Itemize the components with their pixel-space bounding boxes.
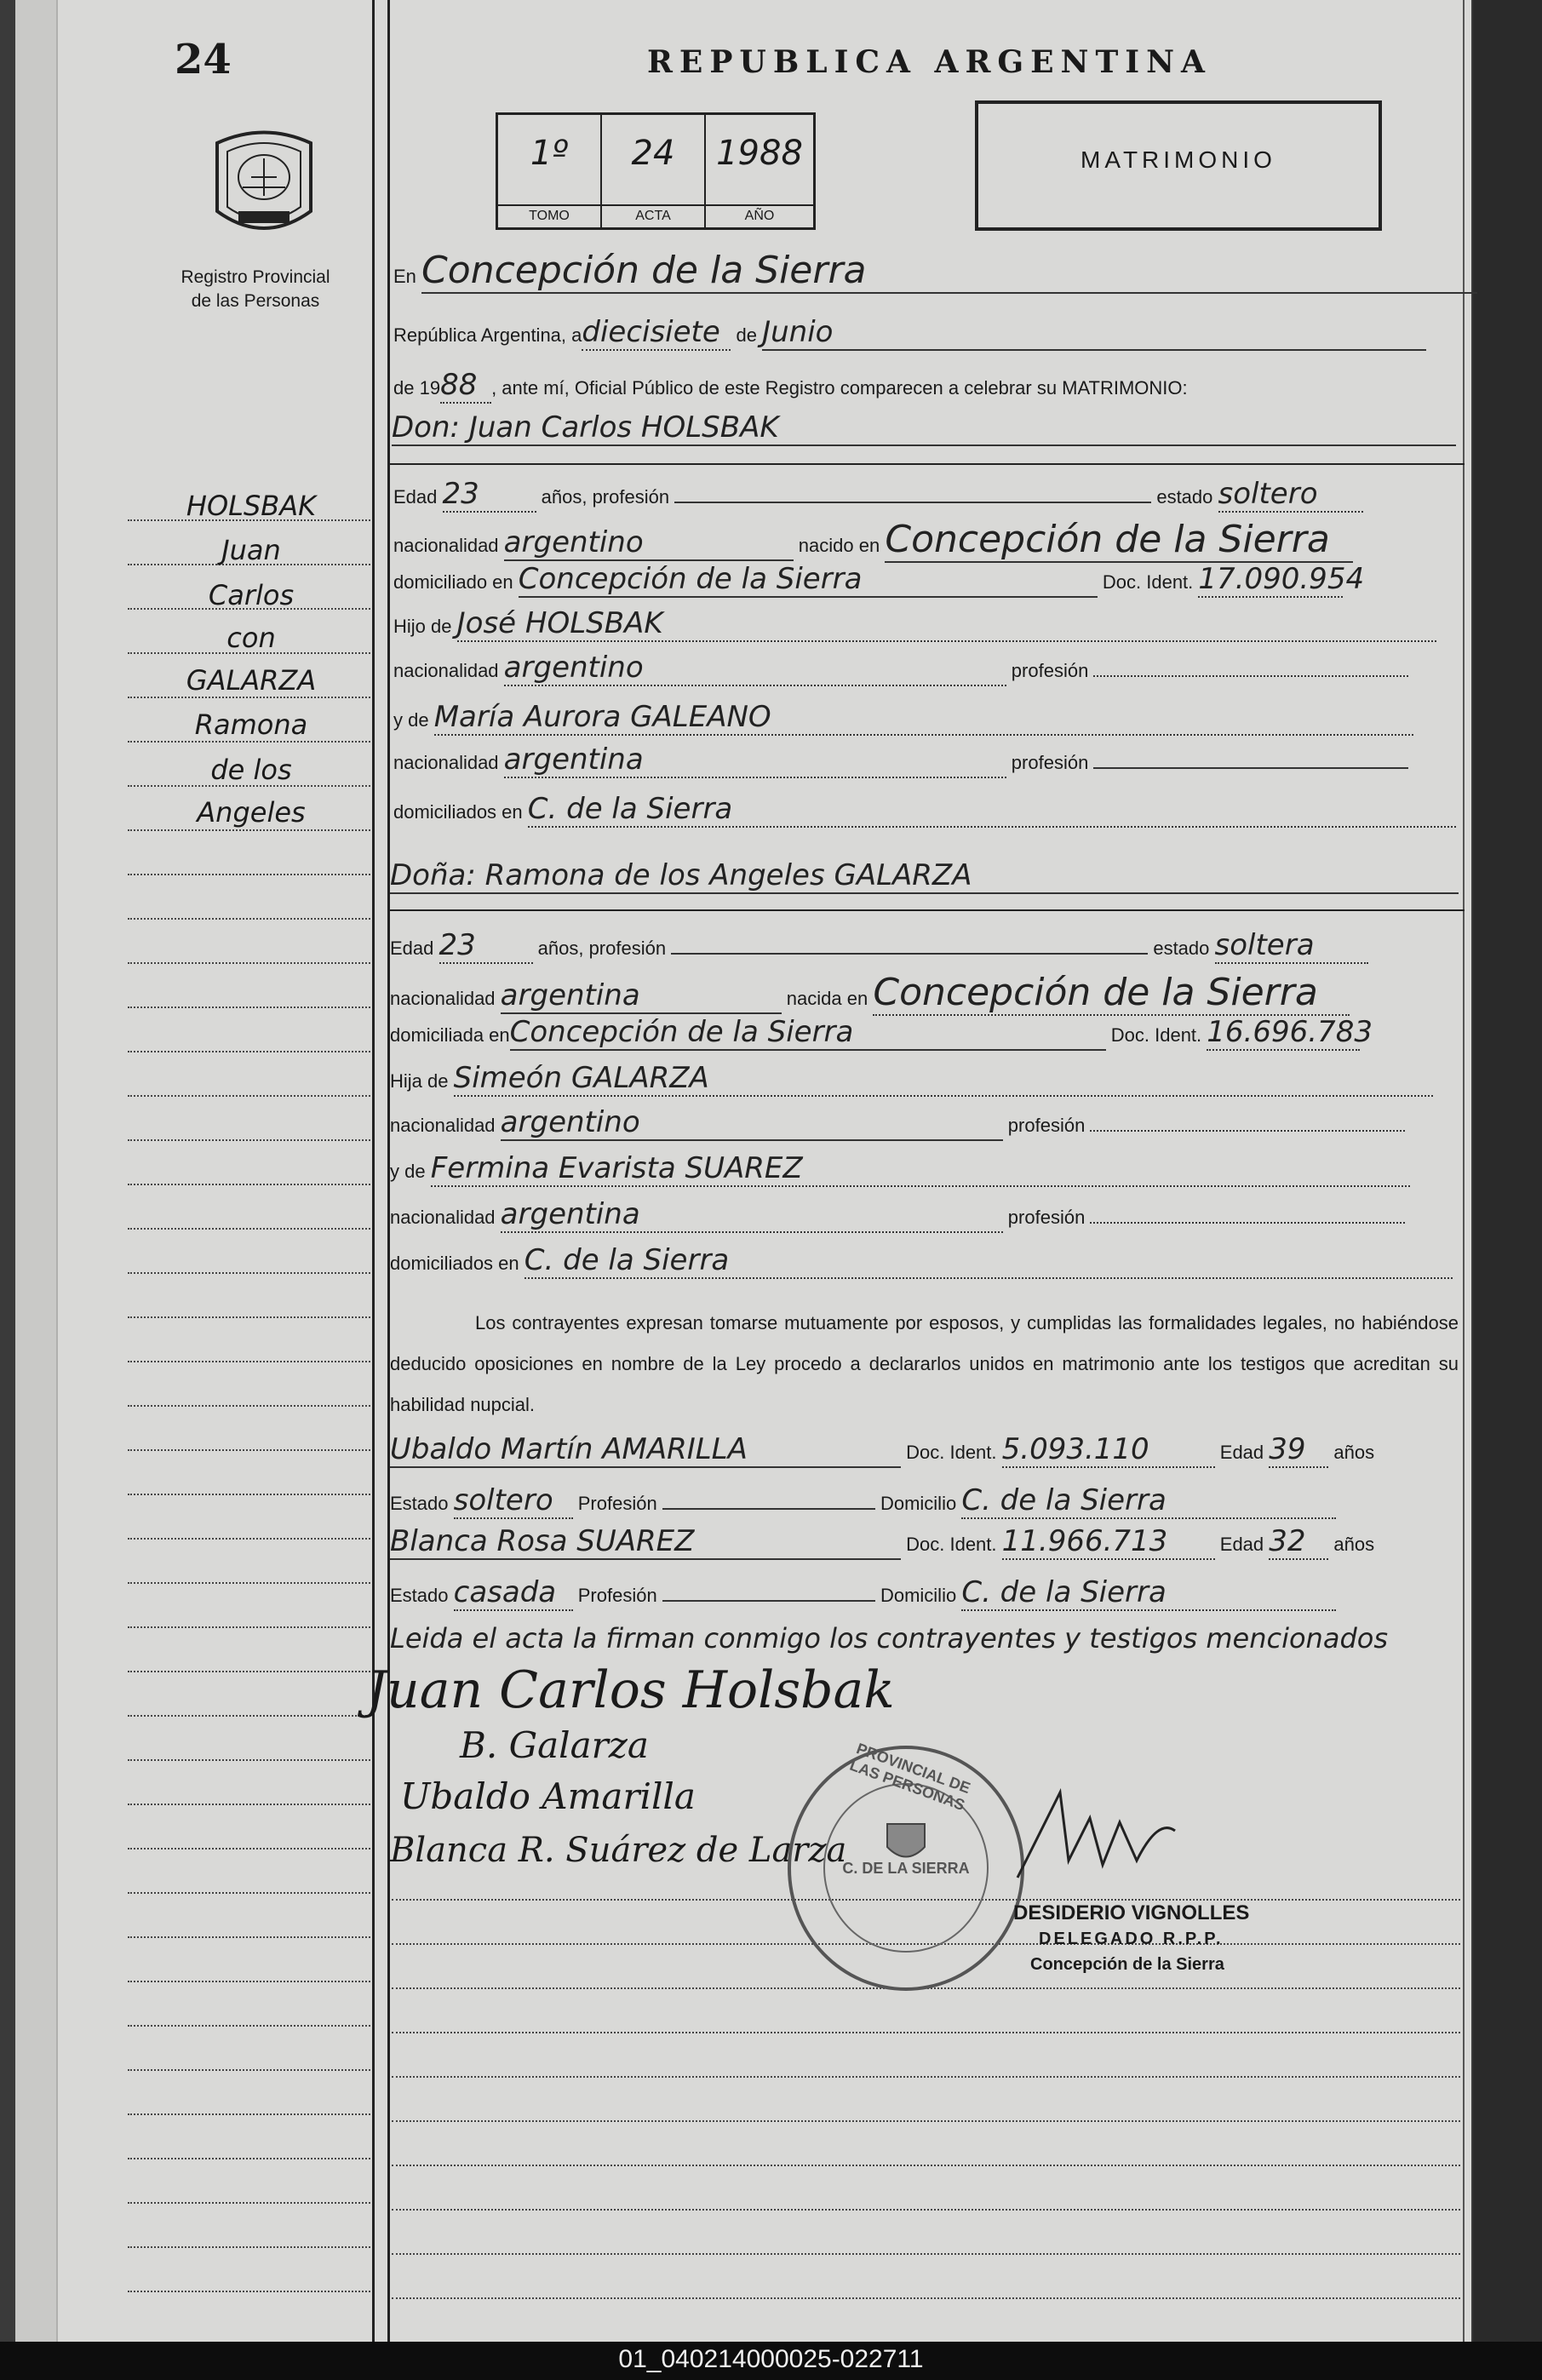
groom-father: José HOLSBAK <box>457 606 1436 642</box>
bride-domicile: Concepción de la Sierra <box>510 1015 1106 1051</box>
footer-id: 01_040214000025-022711 <box>618 2345 924 2373</box>
page-edge <box>15 0 58 2342</box>
month-value: Junio <box>762 315 1426 351</box>
margin-dotted-line <box>128 697 370 698</box>
witness1-name: Ubaldo Martín AMARILLA <box>390 1432 901 1468</box>
officer-signature-icon <box>1009 1784 1179 1886</box>
groom-father-nationality-row: nacionalidad argentino profesión <box>393 651 1408 686</box>
witness2-name: Blanca Rosa SUAREZ <box>390 1524 901 1560</box>
body-dotted-line <box>392 2209 1460 2211</box>
margin-dotted-line <box>128 1538 370 1540</box>
groom-parents-domicile: C. de la Sierra <box>528 792 1456 828</box>
witness1-status: soltero <box>454 1483 573 1519</box>
groom-nationality-row: nacionalidad argentino nacido en Concepción de la Sierra <box>393 518 1353 563</box>
margin-dotted-line <box>128 1671 370 1672</box>
witness2-status-row: Estado casada Profesión Domicilio C. de la Sierra <box>390 1575 1336 1611</box>
body-dotted-line <box>392 2165 1460 2166</box>
registry-label: Registro Provincial de las Personas <box>181 267 330 311</box>
bride-mother: Fermina Evarista SUAREZ <box>431 1151 1410 1187</box>
bride-father-nationality: argentino <box>501 1105 1003 1141</box>
bride-birthplace: Concepción de la Sierra <box>873 971 1350 1016</box>
officer-place: Concepción de la Sierra <box>1030 1955 1224 1974</box>
margin-name-line: Carlos <box>208 579 295 611</box>
margin-name-line: GALARZA <box>186 664 317 697</box>
margin-dotted-line <box>128 1184 370 1185</box>
bride-nationality: argentina <box>501 978 782 1014</box>
record-type: MATRIMONIO <box>1081 146 1276 173</box>
ano-value: 1988 <box>716 134 803 173</box>
margin-name-line: Juan <box>221 534 281 566</box>
margin-rule-left <box>372 0 375 2342</box>
margin-dotted-line <box>128 1626 370 1628</box>
intro-statement-row: de 1988 , ante mí, Oficial Público de este Registro comparecen a celebrar su MATRIMONIO: <box>393 368 1188 402</box>
provincial-seal-icon <box>209 126 319 245</box>
margin-dotted-line <box>128 1228 370 1230</box>
groom-birthplace: Concepción de la Sierra <box>885 518 1353 563</box>
witness1-name-row: Ubaldo Martín AMARILLA Doc. Ident. 5.093.110 Edad 39 años <box>390 1432 1375 1466</box>
margin-dotted-line <box>128 1139 370 1141</box>
margin-dotted-line <box>128 2069 370 2071</box>
bride-father-row: Hija de Simeón GALARZA <box>390 1061 1433 1097</box>
margin-dotted-line <box>128 1848 370 1850</box>
groom-signature: Juan Carlos Holsbak <box>366 1660 895 1720</box>
bride-age: 23 <box>439 928 533 964</box>
bride-domicile-row: domiciliada enConcepción de la Sierra Doc. Ident. 16.696.783 <box>390 1015 1373 1049</box>
book-binding <box>1473 0 1542 2380</box>
body-dotted-line <box>392 2297 1460 2299</box>
margin-name-line: de los <box>210 754 292 786</box>
margin-dotted-line <box>128 1494 370 1495</box>
acta-label: ACTA <box>602 204 704 224</box>
margin-dotted-line <box>128 1316 370 1318</box>
groom-father-nationality: argentino <box>504 651 1006 686</box>
acta-value: 24 <box>631 134 675 173</box>
groom-age-row: Edad 23 años, profesión estado soltero <box>393 477 1363 513</box>
margin-dotted-line <box>128 1715 370 1717</box>
bride-father: Simeón GALARZA <box>454 1061 1433 1097</box>
groom-domicile: Concepción de la Sierra <box>519 562 1098 598</box>
body-dotted-line <box>392 2120 1460 2122</box>
officer-block <box>1013 1901 1249 1977</box>
bride-name: Ramona de los Angeles GALARZA <box>484 858 972 892</box>
intro-date-row: República Argentina, adiecisiete de Junio <box>393 315 1426 351</box>
witness1-status-row: Estado soltero Profesión Domicilio C. de la Sierra <box>390 1483 1336 1519</box>
groom-status: soltero <box>1218 477 1363 513</box>
declaration-paragraph: Los contrayentes expresan tomarse mutuamente por esposos, y cumplidas las formalidades legales, no habiéndose deducido oposiciones en nombre de la Ley procedo a declararlos unidos en matrimonio ante los testigos que acreditan su habilidad nupcial. <box>390 1312 1459 1415</box>
margin-name-line: Ramona <box>194 708 308 741</box>
margin-dotted-line <box>128 2202 370 2204</box>
margin-dotted-line <box>128 2158 370 2159</box>
coat-of-arms-icon <box>880 1817 932 1868</box>
stamp-center-text: C. DE LA SIERRA <box>842 1860 970 1877</box>
witness1-domicile: C. de la Sierra <box>961 1483 1336 1519</box>
margin-dotted-line <box>128 918 370 920</box>
country-heading: REPUBLICA ARGENTINA <box>647 44 1212 80</box>
groom-parents-domicile-row: domiciliados en C. de la Sierra <box>393 792 1456 828</box>
groom-mother-nationality-row: nacionalidad argentina profesión <box>393 743 1408 778</box>
tomo-label: TOMO <box>498 204 600 224</box>
bride-mother-nationality: argentina <box>501 1197 1003 1233</box>
margin-dotted-line <box>128 2291 370 2292</box>
page-rule-right <box>1463 0 1465 2342</box>
margin-dotted-line <box>128 1405 370 1407</box>
witness2-doc: 11.966.713 <box>1002 1524 1215 1560</box>
groom-name-row: Don: Juan Carlos HOLSBAK <box>392 410 1456 446</box>
witness1-signature: Ubaldo Amarilla <box>400 1775 696 1817</box>
closing-statement: Leida el acta la firman conmigo los contrayentes y testigos mencionados <box>390 1622 1388 1655</box>
margin-dotted-line <box>128 1095 370 1097</box>
margin-dotted-line <box>128 874 370 875</box>
year-value: 88 <box>440 368 491 404</box>
margin-dotted-line <box>128 1981 370 1982</box>
bride-status: soltera <box>1215 928 1368 964</box>
record-number-box <box>496 112 816 230</box>
bride-name-row: Doña: Ramona de los Angeles GALARZA <box>390 858 1459 894</box>
bride-father-nationality-row: nacionalidad argentino profesión <box>390 1105 1405 1141</box>
official-stamp <box>788 1740 1024 1991</box>
margin-dotted-line <box>128 1582 370 1584</box>
margin-dotted-line <box>128 1759 370 1761</box>
day-value: diecisiete <box>582 315 731 351</box>
groom-age: 23 <box>443 477 536 513</box>
ano-label: AÑO <box>706 204 813 224</box>
bride-parents-domicile: C. de la Sierra <box>525 1243 1453 1279</box>
groom-mother-row: y de María Aurora GALEANO <box>393 700 1413 736</box>
margin-dotted-line <box>128 1361 370 1362</box>
margin-dotted-line <box>128 1051 370 1052</box>
witness1-age: 39 <box>1269 1432 1328 1468</box>
witness2-age: 32 <box>1269 1524 1328 1560</box>
witness1-doc: 5.093.110 <box>1002 1432 1215 1468</box>
margin-dotted-line <box>128 829 370 831</box>
margin-name-line: Angeles <box>197 796 306 829</box>
bride-signature: B. Galarza <box>460 1724 649 1766</box>
margin-dotted-line <box>128 1449 370 1451</box>
margin-dotted-line <box>128 741 370 743</box>
bride-mother-row: y de Fermina Evarista SUAREZ <box>390 1151 1410 1187</box>
groom-name: Juan Carlos HOLSBAK <box>468 410 779 444</box>
bride-parents-domicile-row: domiciliados en C. de la Sierra <box>390 1243 1453 1279</box>
stamp-top-text: PROVINCIAL DE LAS PERSONAS <box>847 1740 973 1815</box>
margin-dotted-line <box>128 2113 370 2115</box>
margin-name-line: HOLSBAK <box>186 490 317 522</box>
margin-dotted-line <box>128 1272 370 1274</box>
bride-nationality-row: nacionalidad argentina nacida en Concepción de la Sierra <box>390 971 1350 1016</box>
tomo-value: 1º <box>530 134 569 173</box>
witness2-domicile: C. de la Sierra <box>961 1575 1336 1611</box>
officer-name: DESIDERIO VIGNOLLES <box>1013 1901 1250 1924</box>
groom-mother: María Aurora GALEANO <box>434 700 1413 736</box>
margin-name-line: con <box>226 622 276 654</box>
separator <box>390 909 1465 911</box>
bride-mother-nationality-row: nacionalidad argentina profesión <box>390 1197 1405 1233</box>
margin-dotted-line <box>128 1892 370 1894</box>
groom-nationality: argentino <box>504 525 794 561</box>
witness2-signature: Blanca R. Suárez de Larza <box>390 1831 847 1870</box>
groom-domicile-row: domiciliado en Concepción de la Sierra Doc. Ident. 17.090.954 <box>393 562 1365 596</box>
margin-dotted-line <box>128 1936 370 1938</box>
groom-mother-nationality: argentina <box>504 743 1006 778</box>
separator <box>390 463 1465 465</box>
body-dotted-line <box>392 2253 1460 2255</box>
witness2-status: casada <box>454 1575 573 1611</box>
margin-dotted-line <box>128 1804 370 1805</box>
body-dotted-line <box>392 2076 1460 2078</box>
officer-role: DELEGADO R.P.P. <box>1039 1930 1224 1948</box>
margin-dotted-line <box>128 2246 370 2248</box>
margin-dotted-line <box>128 2025 370 2027</box>
place-value: Concepción de la Sierra <box>421 249 1477 294</box>
witness2-name-row: Blanca Rosa SUAREZ Doc. Ident. 11.966.713 Edad 32 años <box>390 1524 1375 1558</box>
body-dotted-line <box>392 2032 1460 2033</box>
page-number: 24 <box>175 36 232 83</box>
intro-place-row: En Concepción de la Sierra <box>393 249 1477 294</box>
margin-dotted-line <box>128 962 370 964</box>
bride-age-row: Edad 23 años, profesión estado soltera <box>390 928 1368 964</box>
margin-dotted-line <box>128 1006 370 1008</box>
record-type-box <box>975 100 1382 231</box>
groom-father-row: Hijo de José HOLSBAK <box>393 606 1436 642</box>
groom-doc: 17.090.954 <box>1198 562 1365 596</box>
bride-doc: 16.696.783 <box>1207 1015 1373 1049</box>
